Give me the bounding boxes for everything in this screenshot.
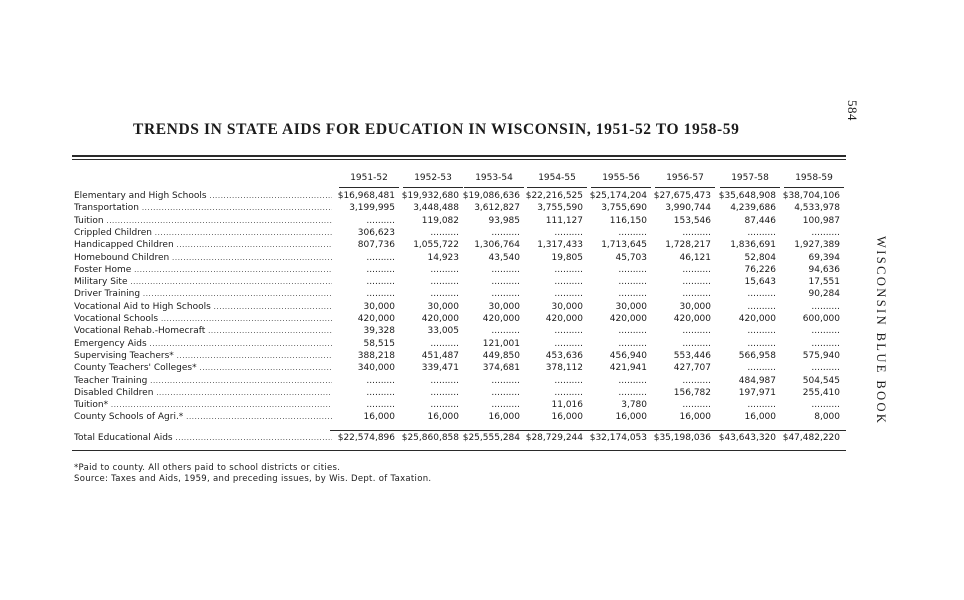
cell-value: 52,804 [744, 252, 776, 263]
cell-value: .......... [682, 277, 711, 288]
cell-value: $27,675,473 [653, 191, 711, 201]
cell-value: 16,000 [679, 412, 711, 423]
cell-value: .......... [682, 338, 711, 349]
table-row [74, 239, 846, 251]
cell-value: 374,681 [482, 363, 520, 374]
cell-value: .......... [491, 227, 520, 238]
row-label [74, 350, 332, 362]
cell-value: 111,127 [545, 215, 583, 226]
cell-value: 420,000 [357, 314, 395, 324]
column-header [784, 173, 844, 183]
cell-value: 456,940 [609, 350, 647, 361]
cell-value: .......... [747, 326, 776, 337]
row-label [74, 325, 332, 337]
cell-value: 39,328 [363, 326, 395, 337]
table-row [74, 215, 846, 227]
cell-value: .......... [430, 338, 459, 349]
cell-value: .......... [491, 289, 520, 300]
cell-value: 121,001 [482, 338, 520, 349]
cell-value: 4,533,978 [794, 203, 840, 214]
cell-value: .......... [747, 227, 776, 238]
row-label [74, 288, 332, 300]
cell-value: 30,000 [488, 301, 520, 312]
row-label [74, 215, 332, 227]
cell-value: 449,850 [482, 350, 520, 361]
cell-value: $19,932,680 [401, 191, 459, 201]
cell-value: 600,000 [802, 314, 840, 324]
cell-value: 8,000 [814, 412, 840, 423]
cell-value: .......... [430, 264, 459, 275]
table-row [74, 411, 846, 423]
cell-value: .......... [554, 277, 583, 288]
cell-value: 340,000 [357, 363, 395, 374]
column-header-rule [655, 187, 715, 188]
cell-value: .......... [747, 363, 776, 374]
cell-value: .......... [366, 387, 395, 398]
row-label-text: Disabled Children [74, 387, 154, 398]
row-label-text: Driver Training [74, 289, 141, 300]
cell-value: $35,198,036 [653, 433, 711, 443]
column-header [720, 173, 780, 183]
row-label-text: County Teachers' Colleges* [74, 363, 197, 374]
cell-value: $28,729,244 [525, 433, 583, 443]
cell-value: 306,623 [357, 227, 395, 238]
row-label [74, 227, 332, 239]
cell-value: 16,000 [488, 412, 520, 423]
cell-value: .......... [491, 400, 520, 411]
cell-value: $25,555,284 [462, 433, 520, 443]
cell-value: .......... [430, 289, 459, 300]
cell-value: $25,860,858 [401, 433, 459, 443]
table-row [74, 350, 846, 362]
row-label [74, 239, 332, 251]
cell-value: .......... [811, 227, 840, 238]
column-header [403, 173, 463, 183]
cell-value: 30,000 [551, 301, 583, 312]
row-label-text: Homebound Children [74, 252, 170, 263]
bottom-rule [72, 450, 846, 451]
cell-value: 15,643 [744, 277, 776, 288]
cell-value: $22,216,525 [525, 191, 583, 201]
row-label-text: Military Site [74, 277, 128, 288]
cell-value: .......... [811, 301, 840, 312]
row-label [74, 313, 332, 325]
cell-value: 420,000 [738, 314, 776, 324]
column-header [464, 173, 524, 183]
cell-value: $22,574,896 [337, 433, 395, 443]
cell-value: .......... [366, 252, 395, 263]
cell-value: .......... [554, 264, 583, 275]
table-row [74, 313, 846, 325]
cell-value: 807,736 [357, 240, 395, 251]
cell-value: .......... [682, 289, 711, 300]
cell-value: 30,000 [615, 301, 647, 312]
row-label-text: Tuition* [74, 400, 109, 411]
cell-value: 90,284 [808, 289, 840, 300]
cell-value: .......... [747, 400, 776, 411]
total-rule [330, 430, 846, 431]
cell-value: 3,755,590 [537, 203, 583, 214]
cell-value: .......... [554, 387, 583, 398]
column-header-label: 1958-59 [795, 173, 833, 183]
cell-value: $47,482,220 [782, 433, 840, 443]
cell-value: 16,000 [551, 412, 583, 423]
row-label [74, 399, 332, 411]
cell-value: 116,150 [609, 215, 647, 226]
cell-value: 11,016 [551, 400, 583, 411]
row-label-text: Transportation [74, 203, 139, 214]
cell-value: .......... [430, 375, 459, 386]
cell-value: .......... [491, 277, 520, 288]
cell-value: 33,005 [427, 326, 459, 337]
table-row [74, 190, 846, 202]
cell-value: .......... [554, 326, 583, 337]
column-header-label: 1956-57 [666, 173, 704, 183]
cell-value: 420,000 [609, 314, 647, 324]
column-header [527, 173, 587, 183]
table-row [74, 276, 846, 288]
cell-value: 3,990,744 [665, 203, 711, 214]
cell-value: 16,000 [363, 412, 395, 423]
cell-value: .......... [491, 387, 520, 398]
cell-value: $38,704,106 [782, 191, 840, 201]
column-header-rule [784, 187, 844, 188]
cell-value: 14,923 [427, 252, 459, 263]
column-header-label: 1955-56 [602, 173, 640, 183]
cell-value: 553,446 [673, 350, 711, 361]
cell-value: 30,000 [679, 301, 711, 312]
column-header-rule [464, 187, 524, 188]
cell-value: .......... [811, 363, 840, 374]
row-label [74, 301, 332, 313]
cell-value: 484,987 [738, 375, 776, 386]
cell-value: .......... [430, 227, 459, 238]
page-number: 584 [845, 100, 860, 121]
row-label-text: Teacher Training [74, 375, 148, 386]
cell-value: 420,000 [673, 314, 711, 324]
table-row [74, 362, 846, 374]
row-label [74, 432, 332, 444]
cell-value: 1,306,764 [474, 240, 520, 251]
cell-value: 3,780 [621, 400, 647, 411]
row-label [74, 338, 332, 350]
cell-value: 16,000 [427, 412, 459, 423]
cell-value: .......... [366, 400, 395, 411]
row-label [74, 202, 332, 214]
row-label [74, 252, 332, 264]
column-header [591, 173, 651, 183]
cell-value: .......... [811, 326, 840, 337]
cell-value: 339,471 [421, 363, 459, 374]
cell-value: .......... [682, 326, 711, 337]
row-label [74, 264, 332, 276]
cell-value: 3,199,995 [349, 203, 395, 214]
cell-value: .......... [430, 400, 459, 411]
cell-value: 119,082 [421, 215, 459, 226]
cell-value: 30,000 [427, 301, 459, 312]
cell-value: 3,612,827 [474, 203, 520, 214]
row-label-text: County Schools of Agri.* [74, 412, 184, 423]
cell-value: .......... [618, 277, 647, 288]
row-label-text: Elementary and High Schools [74, 191, 207, 201]
column-header-label: 1951-52 [350, 173, 388, 183]
top-rule-thin [72, 159, 846, 160]
table-title: TRENDS IN STATE AIDS FOR EDUCATION IN WISCONSIN, 1951-52 TO 1958-59 [133, 121, 740, 138]
table-row [74, 325, 846, 337]
cell-value: .......... [747, 338, 776, 349]
table-row [74, 264, 846, 276]
cell-value: 3,448,488 [413, 203, 459, 214]
row-label-text: Foster Home [74, 264, 132, 275]
cell-value: 153,546 [673, 215, 711, 226]
row-label-text: Vocational Aid to High Schools [74, 301, 211, 312]
row-label [74, 190, 332, 202]
cell-value: $35,648,908 [718, 191, 776, 201]
cell-value: $16,968,481 [337, 191, 395, 201]
row-label-text: Emergency Aids [74, 338, 147, 349]
cell-value: .......... [554, 227, 583, 238]
cell-value: .......... [811, 338, 840, 349]
cell-value: 46,121 [679, 252, 711, 263]
cell-value: .......... [682, 375, 711, 386]
cell-value: 87,446 [744, 215, 776, 226]
table-row [74, 387, 846, 399]
table-row [74, 399, 846, 411]
cell-value: 1,713,645 [601, 240, 647, 251]
column-header-rule [720, 187, 780, 188]
top-rule-thick [72, 155, 846, 157]
cell-value: 76,226 [744, 264, 776, 275]
cell-value: 17,551 [808, 277, 840, 288]
cell-value: 378,112 [545, 363, 583, 374]
cell-value: 575,940 [802, 350, 840, 361]
cell-value: 427,707 [673, 363, 711, 374]
cell-value: 69,394 [808, 252, 840, 263]
cell-value: .......... [491, 326, 520, 337]
cell-value: .......... [618, 289, 647, 300]
cell-value: 19,805 [551, 252, 583, 263]
cell-value: .......... [554, 338, 583, 349]
cell-value: 16,000 [744, 412, 776, 423]
cell-value: .......... [366, 215, 395, 226]
row-label [74, 375, 332, 387]
cell-value: .......... [366, 289, 395, 300]
cell-value: .......... [618, 326, 647, 337]
row-label [74, 387, 332, 399]
cell-value: 30,000 [363, 301, 395, 312]
cell-value: 3,755,690 [601, 203, 647, 214]
table-row [74, 338, 846, 350]
column-header-label: 1953-54 [475, 173, 513, 183]
cell-value: .......... [811, 400, 840, 411]
cell-value: .......... [366, 375, 395, 386]
column-header-label: 1954-55 [538, 173, 576, 183]
table-row [74, 202, 846, 214]
cell-value: 43,540 [488, 252, 520, 263]
cell-value: 1,055,722 [413, 240, 459, 251]
row-label-text: Supervising Teachers* [74, 350, 174, 361]
cell-value: 1,317,433 [537, 240, 583, 251]
cell-value: .......... [430, 277, 459, 288]
cell-value: 16,000 [615, 412, 647, 423]
cell-value: 453,636 [545, 350, 583, 361]
total-row [74, 432, 846, 444]
cell-value: .......... [618, 227, 647, 238]
cell-value: .......... [491, 264, 520, 275]
row-label-text: Crippled Children [74, 227, 152, 238]
cell-value: .......... [618, 338, 647, 349]
cell-value: 388,218 [357, 350, 395, 361]
column-header [339, 173, 399, 183]
column-header-rule [339, 187, 399, 188]
row-label-text: Vocational Schools [74, 314, 159, 324]
column-header-label: 1952-53 [414, 173, 452, 183]
cell-value: .......... [618, 387, 647, 398]
cell-value: 197,971 [738, 387, 776, 398]
table-row [74, 288, 846, 300]
cell-value: 45,703 [615, 252, 647, 263]
row-label-text: Vocational Rehab.-Homecraft [74, 326, 206, 337]
footnote-paid-to-county: *Paid to county. All others paid to school districts or cities. [74, 463, 341, 473]
column-header [655, 173, 715, 183]
row-label-text: Tuition [74, 215, 104, 226]
cell-value: $43,643,320 [718, 433, 776, 443]
cell-value: 420,000 [482, 314, 520, 324]
cell-value: .......... [366, 277, 395, 288]
running-head: WISCONSIN BLUE BOOK [874, 236, 888, 426]
table-row [74, 227, 846, 239]
footnote-source: Source: Taxes and Aids, 1959, and preceding issues, by Wis. Dept. of Taxation. [74, 474, 432, 484]
table-row [74, 252, 846, 264]
cell-value: 451,487 [421, 350, 459, 361]
cell-value: .......... [682, 227, 711, 238]
cell-value: .......... [618, 264, 647, 275]
cell-value: $32,174,053 [589, 433, 647, 443]
cell-value: 94,636 [808, 264, 840, 275]
column-header-rule [591, 187, 651, 188]
column-header-rule [403, 187, 463, 188]
cell-value: .......... [554, 375, 583, 386]
table-row [74, 375, 846, 387]
row-label-text: Handicapped Children [74, 240, 174, 251]
cell-value: 420,000 [545, 314, 583, 324]
cell-value: $19,086,636 [462, 191, 520, 201]
cell-value: 420,000 [421, 314, 459, 324]
cell-value: .......... [491, 375, 520, 386]
cell-value: 255,410 [802, 387, 840, 398]
cell-value: .......... [430, 387, 459, 398]
row-label [74, 411, 332, 423]
cell-value: 156,782 [673, 387, 711, 398]
cell-value: .......... [747, 289, 776, 300]
row-label [74, 362, 332, 374]
column-header-label: 1957-58 [731, 173, 769, 183]
cell-value: .......... [554, 289, 583, 300]
cell-value: 1,927,389 [794, 240, 840, 251]
cell-value: 100,987 [802, 215, 840, 226]
cell-value: 1,728,217 [665, 240, 711, 251]
cell-value: .......... [618, 375, 647, 386]
cell-value: 1,836,691 [730, 240, 776, 251]
cell-value: 421,941 [609, 363, 647, 374]
cell-value: .......... [682, 264, 711, 275]
cell-value: 504,545 [802, 375, 840, 386]
column-header-rule [527, 187, 587, 188]
cell-value: .......... [366, 264, 395, 275]
cell-value: 566,958 [738, 350, 776, 361]
cell-value: 58,515 [363, 338, 395, 349]
cell-value: $25,174,204 [589, 191, 647, 201]
row-label-text: Total Educational Aids [74, 433, 173, 443]
cell-value: .......... [747, 301, 776, 312]
cell-value: .......... [682, 400, 711, 411]
cell-value: 93,985 [488, 215, 520, 226]
cell-value: 4,239,686 [730, 203, 776, 214]
table-row [74, 301, 846, 313]
row-label [74, 276, 332, 288]
